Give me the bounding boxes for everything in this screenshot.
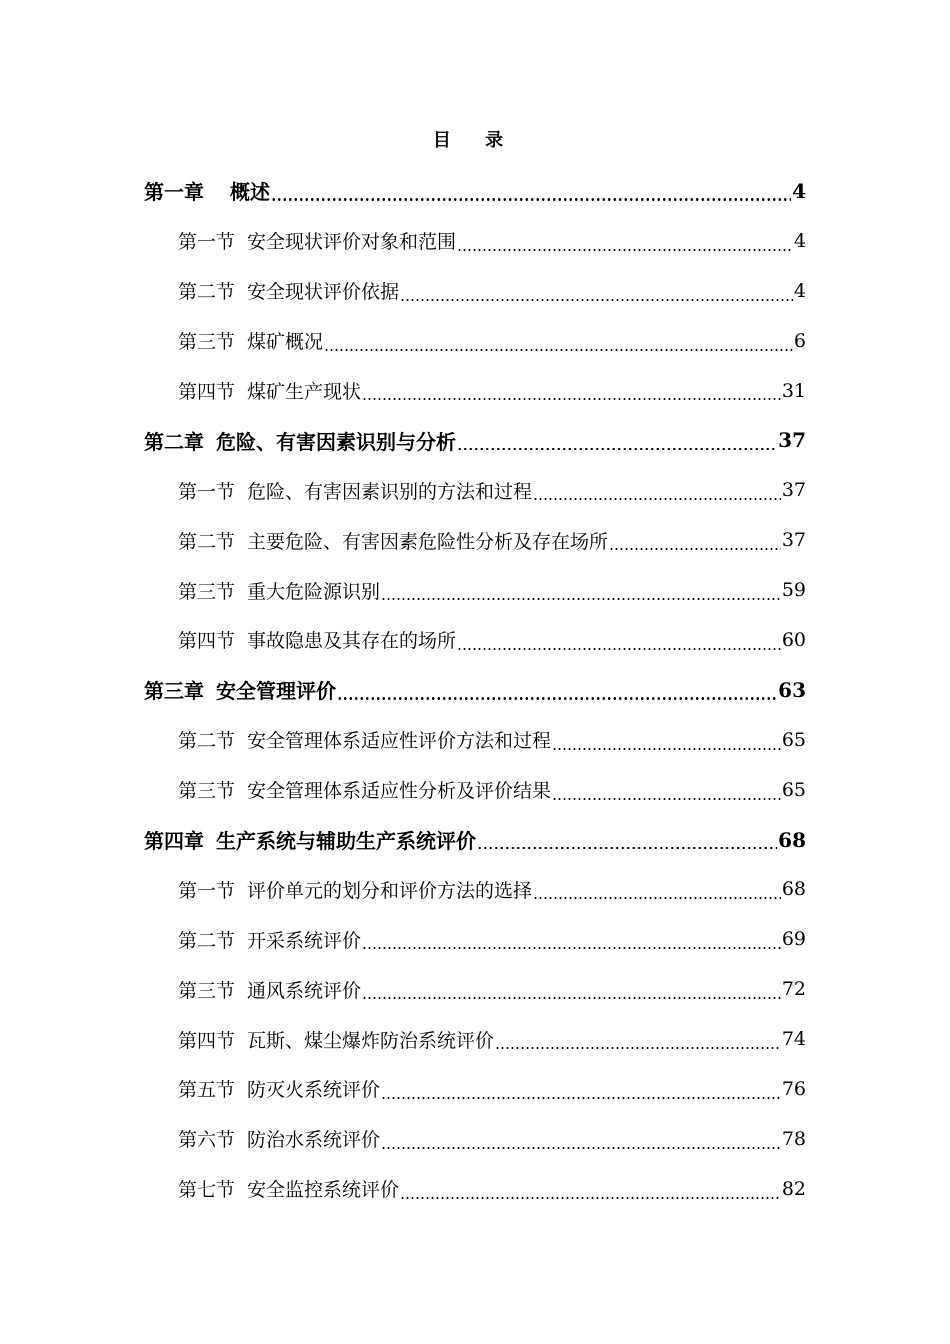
- toc-section-entry[interactable]: [144, 1064, 806, 1114]
- toc-entry-text: 安全现状评价依据: [247, 281, 400, 304]
- toc-page-number: 72: [781, 978, 806, 1001]
- toc-section-entry[interactable]: [144, 515, 806, 565]
- toc-entry-label: [178, 577, 380, 604]
- dot-leader: [533, 897, 781, 899]
- toc-page-number: 65: [781, 728, 806, 751]
- toc-entry-text: 瓦斯、煤尘爆炸防治系统评价: [247, 1029, 495, 1052]
- toc-entry-label: [178, 527, 608, 554]
- toc-entry-label: [178, 876, 532, 903]
- toc-entry-number: 第二节: [178, 530, 236, 553]
- toc-chapter-entry[interactable]: [144, 665, 806, 715]
- toc-section-entry[interactable]: [144, 964, 806, 1014]
- toc-entry-number: 第三节: [178, 780, 236, 803]
- dot-leader: [477, 847, 777, 850]
- toc-section-entry[interactable]: [144, 914, 806, 964]
- toc-entry-text: 重大危险源识别: [247, 580, 381, 603]
- toc-entry-text: 安全现状评价对象和范围: [247, 231, 457, 254]
- toc-page-number: 37: [778, 428, 806, 453]
- dot-leader: [381, 598, 781, 600]
- toc-page-number: 63: [778, 677, 806, 702]
- dot-leader: [362, 997, 781, 999]
- toc-entry-label: [178, 976, 361, 1003]
- toc-entry-number: 第三节: [178, 331, 236, 354]
- toc-section-entry[interactable]: [144, 465, 806, 515]
- toc-page-number: 78: [781, 1127, 806, 1150]
- toc-page-number: 4: [792, 178, 806, 203]
- toc-entry-number: 第二节: [178, 730, 236, 753]
- toc-page-number: 4: [793, 229, 806, 252]
- toc-section-entry[interactable]: [144, 1164, 806, 1214]
- toc-entry-number: 第三节: [178, 580, 236, 603]
- toc-page-number: 68: [778, 827, 806, 852]
- toc-entry-text: 煤矿概况: [247, 331, 324, 354]
- dot-leader: [609, 548, 781, 550]
- toc-entry-text: 安全管理体系适应性分析及评价结果: [247, 780, 552, 803]
- toc-entry-number: 第四节: [178, 1029, 236, 1052]
- dot-leader: [324, 349, 793, 351]
- toc-section-entry[interactable]: [144, 715, 806, 765]
- toc-entry-number: 第一节: [178, 879, 236, 902]
- toc-page-number: 65: [781, 778, 806, 801]
- toc-entry-number: 第七节: [178, 1179, 236, 1202]
- toc-entry-text: 生产系统与辅助生产系统评价: [216, 829, 476, 854]
- dot-leader: [457, 648, 781, 650]
- toc-entry-label: [178, 1026, 494, 1053]
- toc-entry-number: 第一章: [144, 180, 204, 205]
- dot-leader: [271, 198, 791, 201]
- toc-entry-number: 第六节: [178, 1129, 236, 1152]
- toc-section-entry[interactable]: [144, 216, 806, 266]
- toc-entry-number: 第四节: [178, 630, 236, 653]
- table-of-contents: [144, 166, 806, 1214]
- toc-page-number: 59: [781, 579, 806, 602]
- toc-page-number: 4: [793, 279, 806, 302]
- toc-entry-label: [144, 426, 456, 455]
- toc-entry-number: 第三章: [144, 679, 204, 704]
- toc-entry-number: 第四节: [178, 381, 236, 403]
- dot-leader: [495, 1047, 781, 1049]
- toc-entry-text: 开采系统评价: [247, 929, 362, 952]
- dot-leader: [552, 798, 781, 800]
- toc-page-number: 74: [781, 1028, 806, 1051]
- toc-section-entry[interactable]: [144, 366, 806, 416]
- toc-page-number: 31: [781, 379, 806, 402]
- toc-entry-label: [178, 227, 456, 254]
- toc-entry-text: 防灭火系统评价: [247, 1079, 381, 1102]
- dot-leader: [400, 1197, 781, 1199]
- toc-entry-label: [178, 1125, 380, 1152]
- toc-section-entry[interactable]: [144, 864, 806, 914]
- toc-entry-text: 防治水系统评价: [247, 1129, 381, 1152]
- toc-entry-label: [178, 1075, 380, 1102]
- toc-entry-number: 第二节: [178, 929, 236, 952]
- toc-section-entry[interactable]: [144, 1114, 806, 1164]
- toc-page-number: 76: [781, 1077, 806, 1100]
- dot-leader: [533, 498, 781, 500]
- toc-section-entry[interactable]: [144, 565, 806, 615]
- toc-section-entry[interactable]: [144, 1014, 806, 1064]
- toc-page-number: 69: [781, 928, 806, 951]
- toc-page-number: 60: [781, 628, 806, 651]
- dot-leader: [457, 249, 793, 251]
- toc-page-number: 82: [781, 1177, 806, 1200]
- toc-entry-text: 评价单元的划分和评价方法的选择: [247, 879, 533, 902]
- dot-leader: [337, 697, 777, 700]
- dot-leader: [362, 398, 781, 400]
- toc-entry-label: [178, 327, 323, 354]
- toc-entry-number: 第二章: [144, 429, 204, 454]
- toc-chapter-entry[interactable]: [144, 815, 806, 865]
- toc-entry-label: [178, 1175, 399, 1202]
- toc-entry-label: [178, 926, 361, 953]
- toc-title: 目 录: [432, 130, 518, 151]
- toc-entry-label: [178, 477, 532, 504]
- toc-chapter-entry[interactable]: [144, 415, 806, 465]
- toc-entry-number: 第四章: [144, 829, 204, 854]
- dot-leader: [362, 947, 781, 949]
- toc-entry-label: [178, 626, 456, 653]
- dot-leader: [400, 299, 793, 301]
- toc-section-entry[interactable]: [144, 765, 806, 815]
- toc-page-number: 6: [793, 329, 806, 352]
- dot-leader: [552, 748, 781, 750]
- toc-entry-text: 安全监控系统评价: [247, 1179, 400, 1202]
- toc-entry-text: 煤矿生产现状: [247, 381, 362, 403]
- toc-entry-label: [178, 776, 551, 803]
- toc-entry-text: 概述: [230, 180, 270, 205]
- toc-entry-text: 安全管理体系适应性评价方法和过程: [247, 730, 552, 753]
- toc-page-number: 37: [781, 529, 806, 552]
- toc-entry-text: 安全管理评价: [216, 679, 336, 704]
- dot-leader: [381, 1147, 781, 1149]
- toc-entry-number: 第五节: [178, 1079, 236, 1102]
- toc-entry-label: [144, 825, 476, 854]
- toc-entry-text: 危险、有害因素识别的方法和过程: [247, 480, 533, 503]
- toc-entry-label: [178, 377, 361, 404]
- toc-entry-label: [178, 726, 551, 753]
- toc-entry-label: [144, 675, 336, 704]
- dot-leader: [381, 1097, 781, 1099]
- toc-entry-number: 第一节: [178, 480, 236, 503]
- toc-entry-text: 事故隐患及其存在的场所: [247, 630, 457, 653]
- toc-entry-label: [144, 176, 270, 205]
- toc-chapter-entry[interactable]: [144, 166, 806, 216]
- toc-page-number: 68: [781, 878, 806, 901]
- toc-entry-label: [178, 277, 399, 304]
- toc-page-number: 37: [781, 479, 806, 502]
- toc-entry-number: 第一节: [178, 231, 236, 254]
- toc-entry-text: 危险、有害因素识别与分析: [216, 429, 456, 454]
- toc-entry-text: 通风系统评价: [247, 979, 362, 1002]
- toc-section-entry[interactable]: [144, 316, 806, 366]
- toc-section-entry[interactable]: [144, 615, 806, 665]
- toc-entry-text: 主要危险、有害因素危险性分析及存在场所: [247, 530, 609, 553]
- toc-entry-number: 第二节: [178, 281, 236, 304]
- toc-section-entry[interactable]: [144, 266, 806, 316]
- toc-entry-number: 第三节: [178, 979, 236, 1002]
- dot-leader: [457, 448, 777, 451]
